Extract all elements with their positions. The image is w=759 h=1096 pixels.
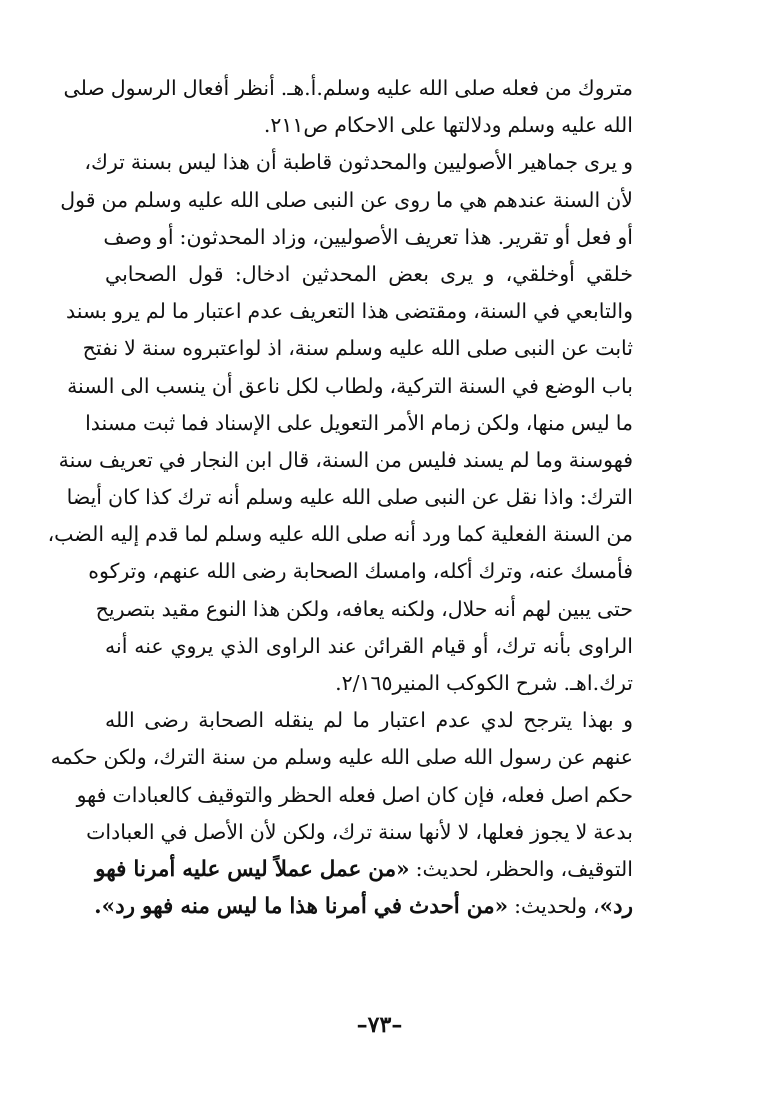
text-line: من السنة الفعلية كما ورد أنه صلى الله عليه وسلم لما قدم إليه الضب، (47, 522, 633, 547)
text-line: ترك.اهـ. شرح الكوكب المنير٢/١٦٥. (335, 671, 633, 695)
text-line-with-hadith (94, 888, 633, 925)
text-line: ثابت عن النبى صلى الله عليه وسلم سنة، اذ لواعتبروه سنة لا نفتح (82, 336, 633, 361)
text-line: حتى يبين لهم أنه حلال، ولكنه يعافه، ولكن هذا النوع مقيد بتصريح (95, 596, 633, 621)
text-line: فأمسك عنه، وترك أكله، وامسك الصحابة رضى الله عنهم، وتركوه (88, 559, 633, 584)
text-line: خلقي أوخلقي، و يرى بعض المحدثين ادخال: قول الصحابي (105, 261, 633, 286)
text-line: أو فعل أو تقرير. هذا تعريف الأصوليين، وزاد المحدثون: أو وصف (103, 224, 633, 249)
text-line: الراوى بأنه ترك، أو قيام القرائن عند الراوى الذي يروي عنه أنه (105, 633, 633, 658)
text-line: باب الوضع في السنة التركية، ولطاب لكل ناعق أن ينسب الى السنة (67, 373, 633, 398)
text-line: بدعة لا يجوز فعلها، لا لأنها سنة ترك، ولكن لأن الأصل في العبادات (86, 819, 633, 844)
text-line: فهوسنة وما لم يسند فليس من السنة، قال ابن النجار في تعريف سنة (58, 447, 633, 472)
text-line: و بهذا يترجح لدي عدم اعتبار ما لم ينقله الصحابة رضى الله (105, 708, 633, 733)
text-line: الترك: واذا نقل عن النبى صلى الله عليه وسلم أنه ترك كذا كان أيضا (66, 485, 633, 510)
text-line: لأن السنة عندهم هي ما روى عن النبى صلى الله عليه وسلم من قول (60, 187, 633, 212)
hadith-quote: «من عمل عملاً ليس عليه أمرنا فهو (95, 856, 410, 882)
text-line: ما ليس منها، ولكن زمام الأمر التعويل على الإسناد فما ثبت مسندا (85, 410, 633, 435)
hadith-quote: «من أحدث في أمرنا هذا ما ليس منه فهو رد». (94, 894, 509, 920)
text-line: حكم اصل فعله، فإن كان اصل فعله الحظر والتوقيف كالعبادات فهو (76, 782, 633, 807)
hadith-quote: رد» (599, 894, 633, 920)
body-text (47, 70, 633, 925)
text-line: والتابعي في السنة، ومقتضى هذا التعريف عدم اعتبار ما لم يرو بسند (66, 299, 633, 324)
page-number: –٧٣– (356, 1012, 403, 1038)
text-line: الله عليه وسلم ودلالتها على الاحكام ص٢١١. (263, 113, 633, 138)
text-line: و يرى جماهير الأصوليين والمحدثون قاطبة أن هذا ليس بسنة ترك، (84, 150, 633, 175)
text-line: متروك من فعله صلى الله عليه وسلم.أ.هـ. أنظر أفعال الرسول صلى (63, 76, 633, 100)
text-line: عنهم عن رسول الله صلى الله عليه وسلم من سنة الترك، ولكن حكمه (50, 745, 633, 770)
text-segment: ، ولحديث: (508, 894, 600, 919)
text-segment: التوقيف، والحظر، لحديث: (409, 856, 633, 881)
text-line-with-hadith (95, 851, 633, 888)
